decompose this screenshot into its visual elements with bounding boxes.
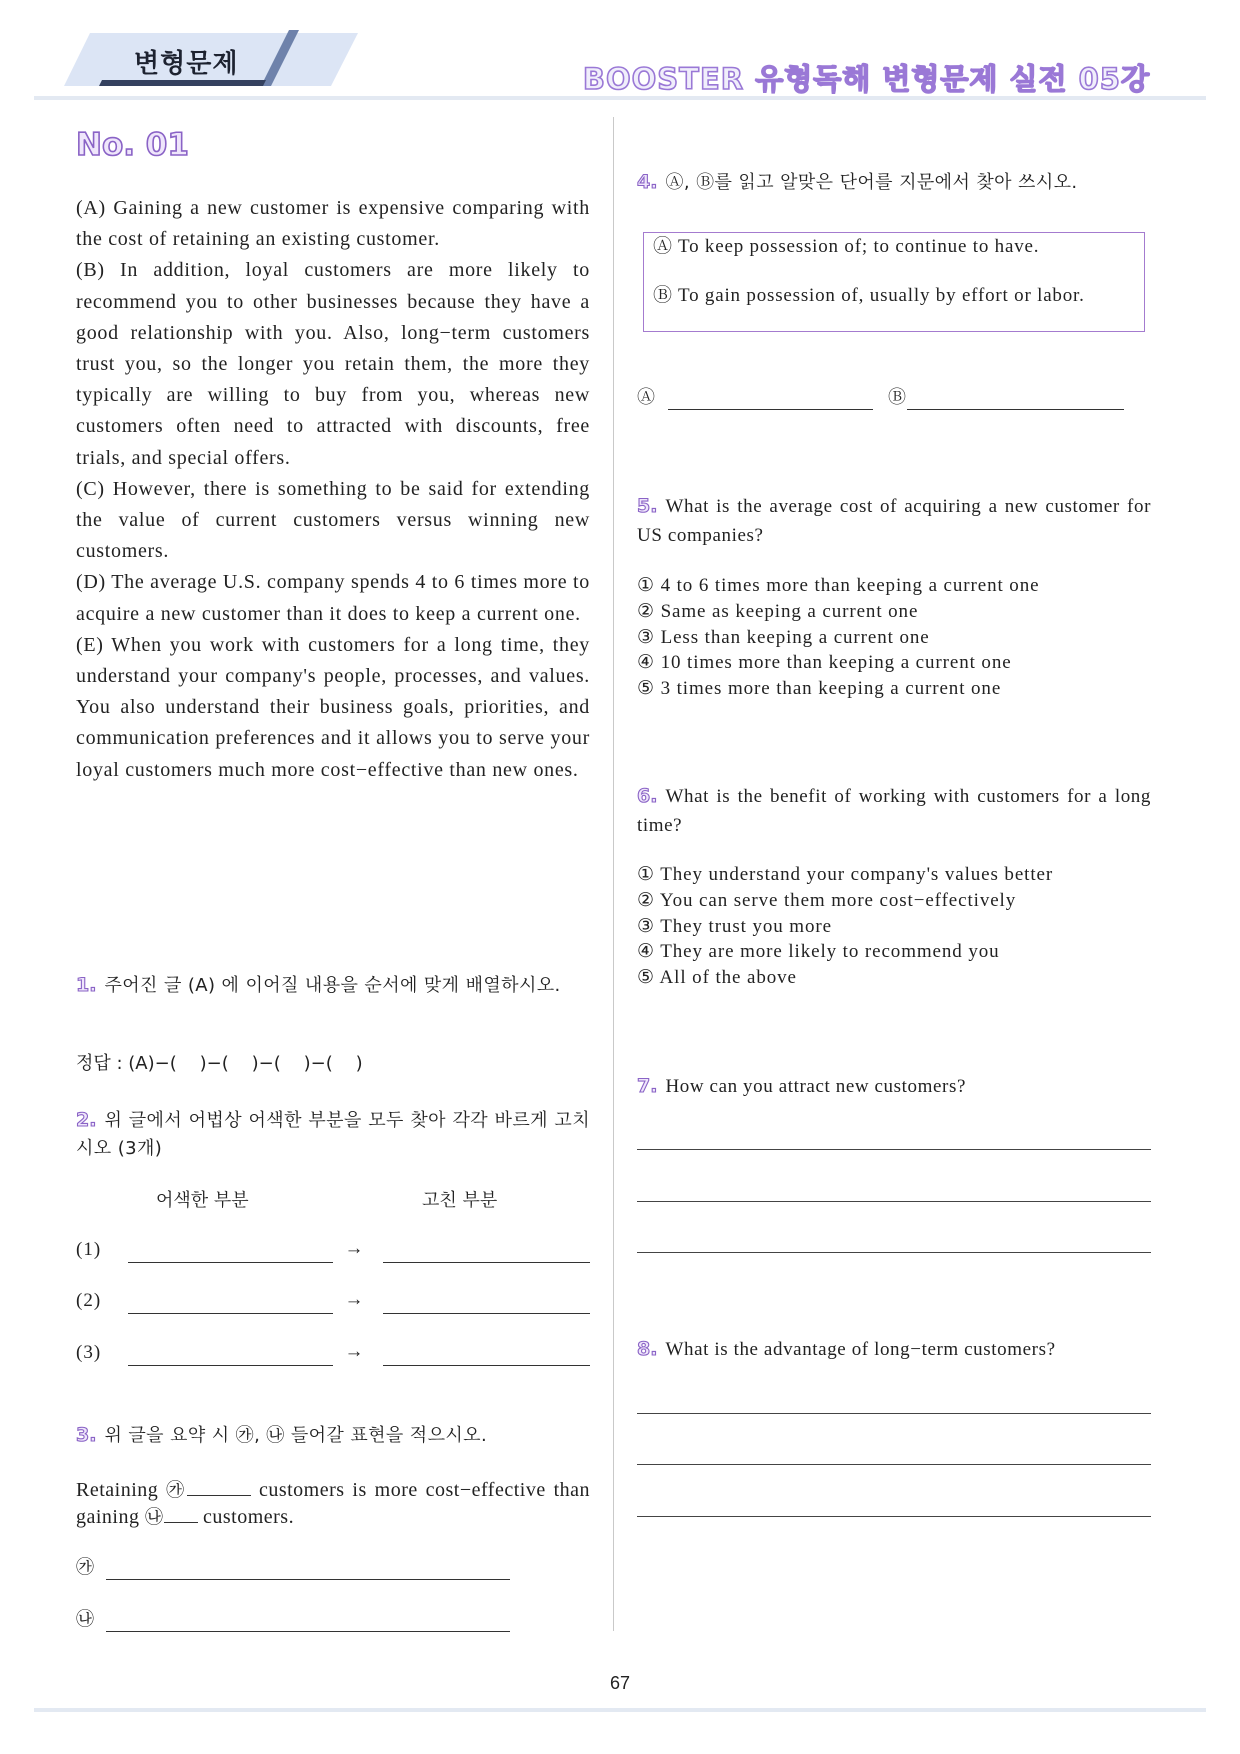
word-answer-marker-a: Ⓐ: [637, 387, 655, 408]
answer-blank-fixed-2[interactable]: [383, 1313, 590, 1314]
summary-part-3: customers.: [203, 1506, 295, 1528]
passage-paragraph-d: (D) The average U.S. company spends 4 to 6 times more to acquire a new customer than it does to keep a current one.: [76, 571, 590, 625]
summary-part-2: customers is more cost−effective than gaining: [76, 1479, 591, 1528]
definition-box: [643, 232, 1145, 332]
page-number: 67: [609, 1673, 631, 1693]
question-6-text: What is the benefit of working with customers for a long time?: [637, 786, 1151, 836]
answer-blank-a[interactable]: [106, 1579, 510, 1580]
question-4-text: Ⓐ, Ⓑ를 읽고 알맞은 단어를 지문에서 찾아 쓰시오.: [665, 172, 1078, 193]
column-header-wrong: 어색한 부분: [156, 1190, 249, 1211]
answer-blank-b[interactable]: [106, 1631, 510, 1632]
correction-row-label: (2): [76, 1290, 102, 1311]
question-7-prompt: [637, 1072, 1151, 1101]
question-6-number: 6.: [637, 785, 658, 807]
summary-sentence: [76, 1477, 590, 1531]
summary-blank-a[interactable]: [187, 1479, 251, 1496]
question-5-prompt: [637, 492, 1151, 550]
header-rule: [34, 96, 1206, 100]
definition-a: Ⓐ To keep possession of; to continue to have.: [653, 236, 1040, 257]
passage-paragraph-b: (B) In addition, loyal customers are more likely to recommend you to other businesses because they have a good relationship with you. Also, long−term customers trust you, so the longer you retain them, the more they typically are willing to buy from you, whereas new customers often need to attracted with discounts, free trials, and special offers.: [76, 259, 590, 469]
summary-part-1: Retaining: [76, 1479, 159, 1501]
question-1-text: 주어진 글 (A) 에 이어질 내용을 순서에 맞게 배열하시오.: [104, 975, 561, 996]
answer-blank-wrong-1[interactable]: [128, 1262, 333, 1263]
option-4: ④ They are more likely to recommend you: [637, 941, 1000, 963]
question-8-text: What is the advantage of long−term customers?: [665, 1339, 1056, 1360]
question-7-text: How can you attract new customers?: [665, 1076, 967, 1097]
question-8-number: 8.: [637, 1338, 658, 1360]
answer-line-q8-3[interactable]: [637, 1516, 1151, 1517]
question-3-text: 위 글을 요약 시 ㉮, ㉯ 들어갈 표현을 적으시오.: [104, 1425, 488, 1446]
question-1-answer-label: 정답 : (A)−( )−( )−( )−( ): [76, 1053, 363, 1074]
summary-blank-b[interactable]: [164, 1506, 198, 1523]
definition-b: Ⓑ To gain possession of, usually by effort or labor.: [653, 285, 1085, 306]
question-3-prompt: [76, 1421, 590, 1450]
option-3: ③ They trust you more: [637, 915, 832, 937]
option-5: ⑤ All of the above: [637, 967, 797, 989]
answer-row-b: [76, 1608, 590, 1632]
option-4: ④ 10 times more than keeping a current one: [637, 652, 1012, 674]
series-title: BOOSTER 유형독해 변형문제 실전 05강: [582, 62, 1150, 96]
word-answer-blank-a[interactable]: [668, 409, 873, 410]
question-5-options: [637, 573, 1151, 702]
answer-marker-a: ㉮: [76, 1557, 94, 1578]
blank-marker-b: ㉯: [145, 1507, 164, 1528]
answer-line-q8-1[interactable]: [637, 1413, 1151, 1414]
correction-row-label: (1): [76, 1239, 102, 1260]
option-3: ③ Less than keeping a current one: [637, 626, 930, 648]
question-2-number: 2.: [76, 1109, 97, 1131]
reading-passage: [76, 193, 590, 786]
column-header-fixed: 고친 부분: [422, 1190, 498, 1211]
question-2-prompt: [76, 1106, 590, 1163]
correction-row-label: (3): [76, 1342, 102, 1363]
option-1: ① They understand your company's values better: [637, 864, 1054, 885]
question-4-prompt: [637, 168, 1151, 197]
correction-row-3: [76, 1340, 590, 1366]
right-arrow-icon: →: [344, 1341, 364, 1362]
header-tab-label: 변형문제: [134, 49, 239, 79]
column-divider: [613, 117, 614, 1631]
question-3-number: 3.: [76, 1424, 97, 1446]
question-1-number: 1.: [76, 974, 97, 996]
answer-line-q7-3[interactable]: [637, 1252, 1151, 1253]
word-answer-blank-b[interactable]: [907, 409, 1124, 410]
question-4-number: 4.: [637, 171, 658, 193]
answer-marker-b: ㉯: [76, 1609, 94, 1630]
answer-line-q8-2[interactable]: [637, 1464, 1151, 1465]
question-7-number: 7.: [637, 1075, 658, 1097]
passage-paragraph-e: (E) When you work with customers for a long time, they understand your company's people, processes, and values. You also understand their business goals, priorities, and communication preferences and it allows you to serve your loyal customers much more cost−effective than new ones.: [76, 633, 590, 781]
question-8-prompt: [637, 1335, 1151, 1364]
question-5-text: What is the average cost of acquiring a new customer for US companies?: [637, 496, 1151, 546]
option-1: ① 4 to 6 times more than keeping a current one: [637, 575, 1040, 596]
option-2: ② Same as keeping a current one: [637, 600, 919, 622]
word-answer-row: [637, 386, 1151, 410]
right-arrow-icon: →: [344, 1289, 364, 1310]
passage-paragraph-c: (C) However, there is something to be said for extending the value of current customers versus winning new customers.: [76, 477, 590, 563]
answer-blank-fixed-1[interactable]: [383, 1262, 590, 1263]
passage-paragraph-a: (A) Gaining a new customer is expensive comparing with the cost of retaining an existing customer.: [76, 197, 590, 251]
correction-row-2: [76, 1288, 590, 1314]
word-answer-marker-b: Ⓑ: [888, 387, 906, 408]
question-6-options: [637, 862, 1151, 991]
footer-rule: [34, 1708, 1206, 1712]
answer-blank-wrong-2[interactable]: [128, 1313, 333, 1314]
question-2-text: 위 글에서 어법상 어색한 부분을 모두 찾아 각각 바르게 고치시오 (3개): [76, 1110, 590, 1159]
question-1-prompt: [76, 971, 590, 1000]
problem-number: No. 01: [76, 127, 189, 163]
blank-marker-a: ㉮: [166, 1480, 188, 1501]
correction-row-1: [76, 1237, 590, 1263]
question-5-number: 5.: [637, 495, 658, 517]
answer-blank-wrong-3[interactable]: [128, 1365, 333, 1366]
answer-line-q7-2[interactable]: [637, 1201, 1151, 1202]
answer-blank-fixed-3[interactable]: [383, 1365, 590, 1366]
answer-line-q7-1[interactable]: [637, 1149, 1151, 1150]
option-2: ② You can serve them more cost−effectively: [637, 889, 1017, 911]
question-6-prompt: [637, 782, 1151, 840]
answer-row-a: [76, 1556, 590, 1580]
option-5: ⑤ 3 times more than keeping a current one: [637, 678, 1002, 700]
right-arrow-icon: →: [344, 1238, 364, 1259]
